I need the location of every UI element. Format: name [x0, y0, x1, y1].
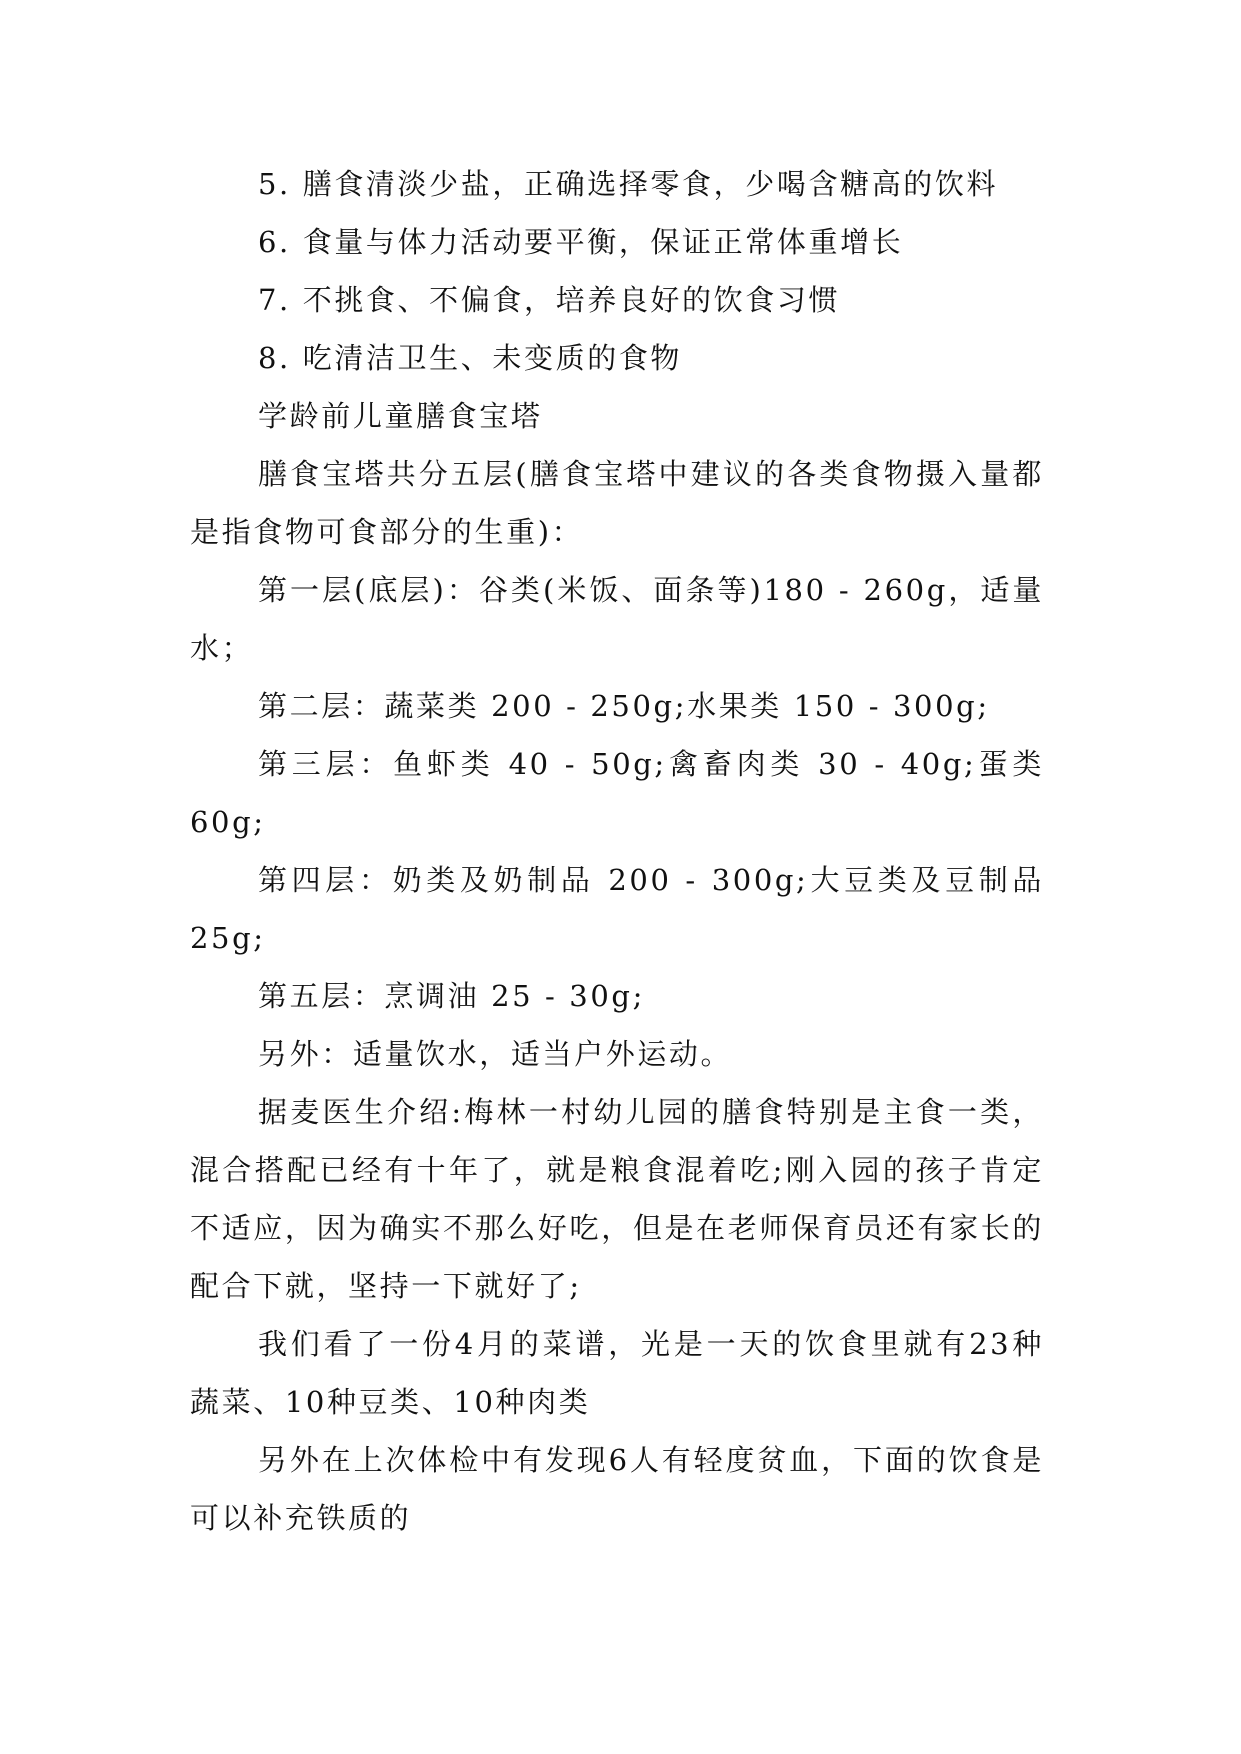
- pyramid-layer-1: 第一层(底层)：谷类(米饭、面条等)180 - 260g，适量水；: [190, 573, 1044, 665]
- pyramid-layer-4: 第四层：奶类及奶制品 200 - 300g;大豆类及豆制品25g;: [190, 863, 1044, 955]
- document-body: [190, 155, 1044, 1547]
- pyramid-layer-3: 第三层：鱼虾类 40 - 50g;禽畜肉类 30 - 40g;蛋类60g;: [190, 747, 1044, 839]
- extra-advice-paragraph: 另外：适量饮水，适当户外运动。: [258, 1037, 733, 1071]
- menu-paragraph: 我们看了一份4月的菜谱，光是一天的饮食里就有23种蔬菜、10种豆类、10种肉类: [190, 1327, 1044, 1419]
- list-item-5: 5. 膳食清淡少盐，正确选择零食，少喝含糖高的饮料: [258, 167, 999, 201]
- list-item-8: 8. 吃清洁卫生、未变质的食物: [258, 341, 683, 375]
- pyramid-intro-paragraph: 膳食宝塔共分五层(膳食宝塔中建议的各类食物摄入量都是指食物可食部分的生重)：: [190, 457, 1044, 549]
- section-heading: 学龄前儿童膳食宝塔: [258, 399, 543, 433]
- pyramid-layer-2: 第二层：蔬菜类 200 - 250g;水果类 150 - 300g;: [258, 689, 990, 723]
- list-item-6: 6. 食量与体力活动要平衡，保证正常体重增长: [258, 225, 904, 259]
- anemia-paragraph: 另外在上次体检中有发现6人有轻度贫血，下面的饮食是可以补充铁质的: [190, 1443, 1044, 1535]
- pyramid-layer-5: 第五层：烹调油 25 - 30g;: [258, 979, 645, 1013]
- list-item-7: 7. 不挑食、不偏食，培养良好的饮食习惯: [258, 283, 841, 317]
- doctor-quote-paragraph: 据麦医生介绍:梅林一村幼儿园的膳食特别是主食一类，混合搭配已经有十年了，就是粮食混着吃;刚入园的孩子肯定不适应，因为确实不那么好吃，但是在老师保育员还有家长的配合下就，坚持一下就好了;: [190, 1095, 1044, 1303]
